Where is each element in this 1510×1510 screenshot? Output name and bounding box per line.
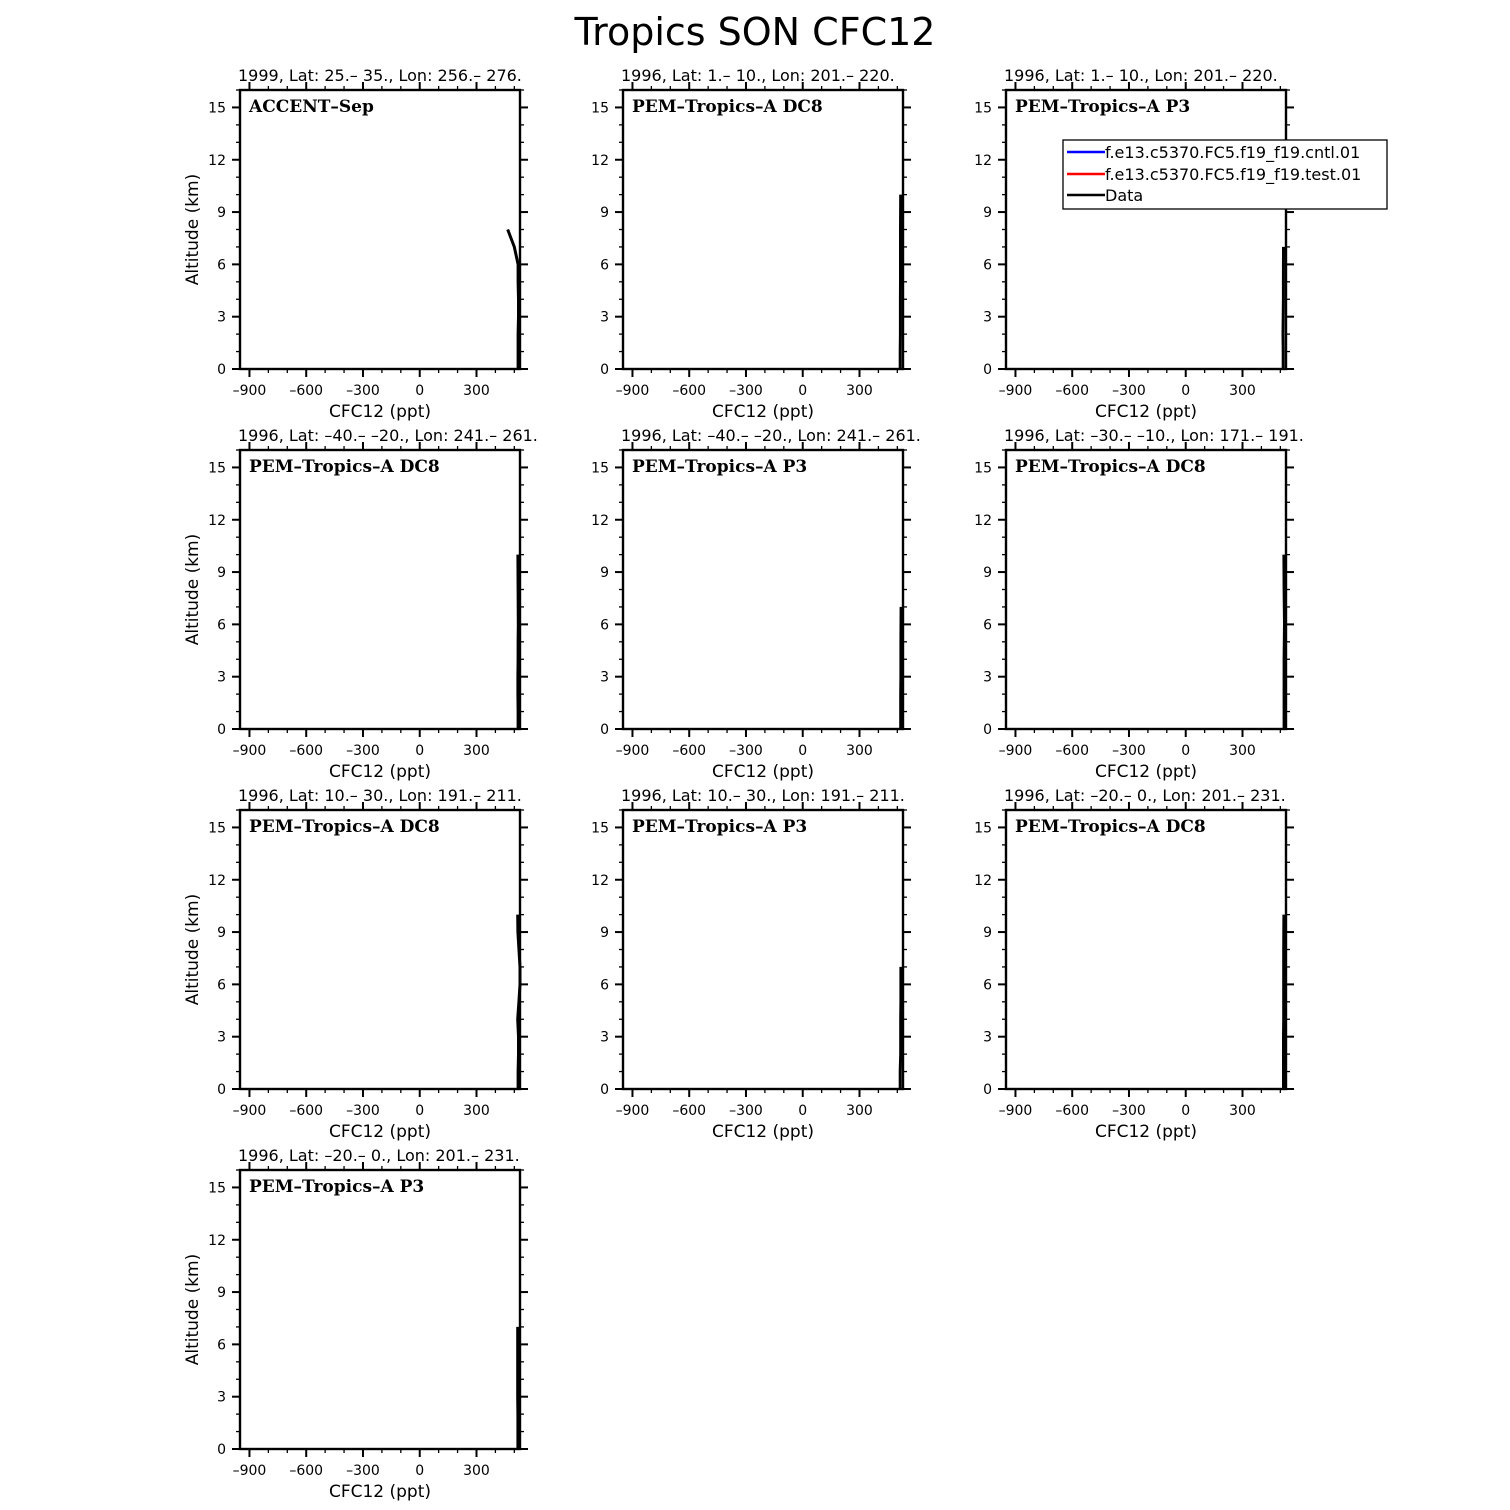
y-tick-label: 3	[217, 309, 226, 326]
legend-label-cntl: f.e13.c5370.FC5.f19_f19.cntl.01	[1105, 143, 1361, 162]
x-tick-label: –300	[346, 383, 380, 399]
x-tick-label: –300	[346, 1103, 380, 1119]
y-tick-label: 6	[217, 617, 226, 634]
y-tick-label: 9	[983, 205, 992, 222]
panel-header: 1996, Lat: 1.– 10., Lon: 201.– 220.	[621, 66, 895, 85]
y-tick-label: 9	[217, 925, 226, 942]
x-tick-label: –300	[729, 1103, 763, 1119]
x-tick-label: 300	[463, 1103, 490, 1119]
plot-frame	[240, 1170, 520, 1449]
x-tick-label: –900	[998, 1103, 1033, 1119]
y-axis-title: Altitude (km)	[183, 173, 203, 286]
y-tick-label: 0	[217, 1082, 226, 1098]
y-tick-label: 15	[591, 460, 609, 477]
legend	[1063, 140, 1387, 209]
x-tick-label: –900	[232, 383, 267, 399]
x-tick-label: 300	[1229, 383, 1256, 399]
x-tick-label: 0	[415, 1463, 425, 1479]
x-tick-label: –900	[232, 743, 267, 759]
panel-9	[974, 786, 1294, 1142]
x-tick-label: –300	[729, 383, 763, 399]
x-tick-label: –300	[346, 743, 380, 759]
y-tick-label: 0	[600, 362, 609, 378]
panel-6	[974, 426, 1304, 782]
y-tick-label: 12	[208, 872, 226, 889]
y-tick-label: 12	[208, 152, 226, 169]
figure-title: Tropics SON CFC12	[574, 10, 936, 54]
y-tick-label: 12	[591, 512, 609, 529]
y-tick-label: 6	[983, 617, 992, 634]
y-axis-title: Altitude (km)	[183, 893, 203, 1006]
x-tick-label: 0	[415, 743, 425, 759]
y-tick-label: 12	[591, 872, 609, 889]
x-axis-title: CFC12 (ppt)	[328, 1122, 432, 1142]
panel-label: PEM–Tropics–A DC8	[632, 97, 823, 117]
x-tick-label: –300	[729, 743, 763, 759]
panel-label: PEM–Tropics–A DC8	[1015, 457, 1206, 477]
data-line	[1283, 247, 1284, 369]
y-tick-label: 15	[591, 100, 609, 117]
plot-frame	[1006, 810, 1286, 1089]
x-tick-label: –600	[289, 1463, 324, 1479]
x-tick-label: –600	[672, 1103, 707, 1119]
panel-header: 1996, Lat: –40.– –20., Lon: 241.– 261.	[621, 426, 921, 445]
x-tick-label: –600	[1055, 1103, 1090, 1119]
plot-frame	[1006, 450, 1286, 729]
x-axis-title: CFC12 (ppt)	[711, 762, 815, 782]
panel-header: 1996, Lat: –40.– –20., Lon: 241.– 261.	[238, 426, 538, 445]
data-line	[518, 915, 520, 1089]
y-axis-title: Altitude (km)	[183, 533, 203, 646]
panel-header: 1996, Lat: 1.– 10., Lon: 201.– 220.	[1004, 66, 1278, 85]
plot-frame	[1006, 90, 1286, 369]
plot-frame	[623, 810, 903, 1089]
panel-label: PEM–Tropics–A P3	[249, 1177, 425, 1197]
x-tick-label: –900	[232, 1463, 267, 1479]
legend-label-data: Data	[1105, 186, 1144, 205]
x-tick-label: 0	[415, 383, 425, 399]
panel-5	[591, 426, 921, 782]
y-tick-label: 3	[983, 309, 992, 326]
y-tick-label: 3	[600, 669, 609, 686]
x-tick-label: 300	[463, 383, 490, 399]
y-tick-label: 12	[208, 512, 226, 529]
panel-header: 1996, Lat: –30.– –10., Lon: 171.– 191.	[1004, 426, 1304, 445]
data-line	[900, 195, 901, 369]
y-tick-label: 6	[983, 977, 992, 994]
y-tick-label: 0	[983, 722, 992, 738]
x-tick-label: –900	[998, 383, 1033, 399]
data-line	[1284, 555, 1285, 729]
y-tick-label: 15	[208, 100, 226, 117]
y-tick-label: 12	[208, 1232, 226, 1249]
y-tick-label: 6	[600, 617, 609, 634]
y-tick-label: 6	[983, 257, 992, 274]
x-tick-label: –300	[1112, 1103, 1146, 1119]
x-tick-label: 300	[1229, 1103, 1256, 1119]
x-axis-title: CFC12 (ppt)	[1094, 1122, 1198, 1142]
panel-header: 1996, Lat: 10.– 30., Lon: 191.– 211.	[238, 786, 522, 805]
x-tick-label: 0	[1181, 1103, 1191, 1119]
y-tick-label: 9	[217, 565, 226, 582]
y-tick-label: 9	[983, 925, 992, 942]
panel-3	[974, 66, 1294, 422]
panel-label: PEM–Tropics–A DC8	[249, 817, 440, 837]
x-tick-label: 300	[846, 743, 873, 759]
y-tick-label: 12	[591, 152, 609, 169]
y-tick-label: 9	[600, 205, 609, 222]
x-tick-label: –600	[672, 743, 707, 759]
y-tick-label: 12	[974, 512, 992, 529]
x-axis-title: CFC12 (ppt)	[328, 1482, 432, 1502]
x-tick-label: –900	[615, 1103, 650, 1119]
panel-header: 1996, Lat: –20.– 0., Lon: 201.– 231.	[1004, 786, 1286, 805]
y-tick-label: 9	[217, 205, 226, 222]
legend-label-test: f.e13.c5370.FC5.f19_f19.test.01	[1105, 165, 1362, 184]
panel-header: 1996, Lat: –20.– 0., Lon: 201.– 231.	[238, 1146, 520, 1165]
x-axis-title: CFC12 (ppt)	[1094, 402, 1198, 422]
x-tick-label: –600	[289, 383, 324, 399]
y-tick-label: 15	[974, 820, 992, 837]
y-tick-label: 15	[208, 820, 226, 837]
panel-2	[591, 66, 911, 422]
y-tick-label: 6	[600, 977, 609, 994]
panel-label: PEM–Tropics–A DC8	[249, 457, 440, 477]
plot-frame	[240, 810, 520, 1089]
y-tick-label: 9	[217, 1285, 226, 1302]
x-tick-label: –600	[672, 383, 707, 399]
y-tick-label: 0	[217, 1442, 226, 1458]
x-tick-label: –600	[289, 1103, 324, 1119]
y-tick-label: 9	[600, 565, 609, 582]
x-tick-label: –600	[1055, 383, 1090, 399]
panel-label: PEM–Tropics–A P3	[1015, 97, 1191, 117]
y-tick-label: 15	[974, 460, 992, 477]
plot-frame	[240, 90, 520, 369]
y-tick-label: 6	[217, 257, 226, 274]
y-tick-label: 0	[600, 1082, 609, 1098]
y-tick-label: 6	[217, 977, 226, 994]
x-tick-label: 0	[798, 383, 808, 399]
x-tick-label: 300	[463, 743, 490, 759]
panel-8	[591, 786, 911, 1142]
x-tick-label: –900	[232, 1103, 267, 1119]
x-tick-label: –600	[1055, 743, 1090, 759]
panel-header: 1999, Lat: 25.– 35., Lon: 256.– 276.	[238, 66, 522, 85]
y-tick-label: 0	[983, 1082, 992, 1098]
panel-label: PEM–Tropics–A P3	[632, 817, 808, 837]
y-tick-label: 3	[983, 669, 992, 686]
x-tick-label: 0	[415, 1103, 425, 1119]
x-tick-label: –300	[1112, 383, 1146, 399]
y-tick-label: 6	[600, 257, 609, 274]
y-tick-label: 9	[983, 565, 992, 582]
y-axis-title: Altitude (km)	[183, 1253, 203, 1366]
x-axis-title: CFC12 (ppt)	[711, 1122, 815, 1142]
y-tick-label: 12	[974, 872, 992, 889]
x-axis-title: CFC12 (ppt)	[1094, 762, 1198, 782]
panel-header: 1996, Lat: 10.– 30., Lon: 191.– 211.	[621, 786, 905, 805]
y-tick-label: 3	[217, 1389, 226, 1406]
y-tick-label: 0	[600, 722, 609, 738]
x-tick-label: 300	[846, 1103, 873, 1119]
x-tick-label: –900	[615, 743, 650, 759]
plot-frame	[623, 450, 903, 729]
y-tick-label: 6	[217, 1337, 226, 1354]
y-tick-label: 3	[217, 669, 226, 686]
y-tick-label: 3	[983, 1029, 992, 1046]
y-tick-label: 0	[983, 362, 992, 378]
x-tick-label: 300	[463, 1463, 490, 1479]
data-line	[900, 967, 901, 1089]
x-tick-label: 300	[1229, 743, 1256, 759]
y-tick-label: 9	[600, 925, 609, 942]
y-tick-label: 15	[208, 460, 226, 477]
y-tick-label: 15	[591, 820, 609, 837]
y-tick-label: 15	[208, 1180, 226, 1197]
x-tick-label: 300	[846, 383, 873, 399]
x-tick-label: –300	[1112, 743, 1146, 759]
x-tick-label: –900	[615, 383, 650, 399]
x-tick-label: –300	[346, 1463, 380, 1479]
panel-label: PEM–Tropics–A P3	[632, 457, 808, 477]
panel-label: PEM–Tropics–A DC8	[1015, 817, 1206, 837]
x-axis-title: CFC12 (ppt)	[328, 402, 432, 422]
x-tick-label: 0	[1181, 743, 1191, 759]
panel-label: ACCENT–Sep	[249, 97, 374, 117]
y-tick-label: 12	[974, 152, 992, 169]
y-tick-label: 3	[600, 309, 609, 326]
y-tick-label: 0	[217, 722, 226, 738]
plot-frame	[623, 90, 903, 369]
x-axis-title: CFC12 (ppt)	[711, 402, 815, 422]
x-tick-label: –600	[289, 743, 324, 759]
plot-frame	[240, 450, 520, 729]
y-tick-label: 3	[600, 1029, 609, 1046]
x-tick-label: –900	[998, 743, 1033, 759]
y-tick-label: 15	[974, 100, 992, 117]
x-tick-label: 0	[798, 743, 808, 759]
y-tick-label: 3	[217, 1029, 226, 1046]
x-tick-label: 0	[1181, 383, 1191, 399]
x-tick-label: 0	[798, 1103, 808, 1119]
y-tick-label: 0	[217, 362, 226, 378]
x-axis-title: CFC12 (ppt)	[328, 762, 432, 782]
